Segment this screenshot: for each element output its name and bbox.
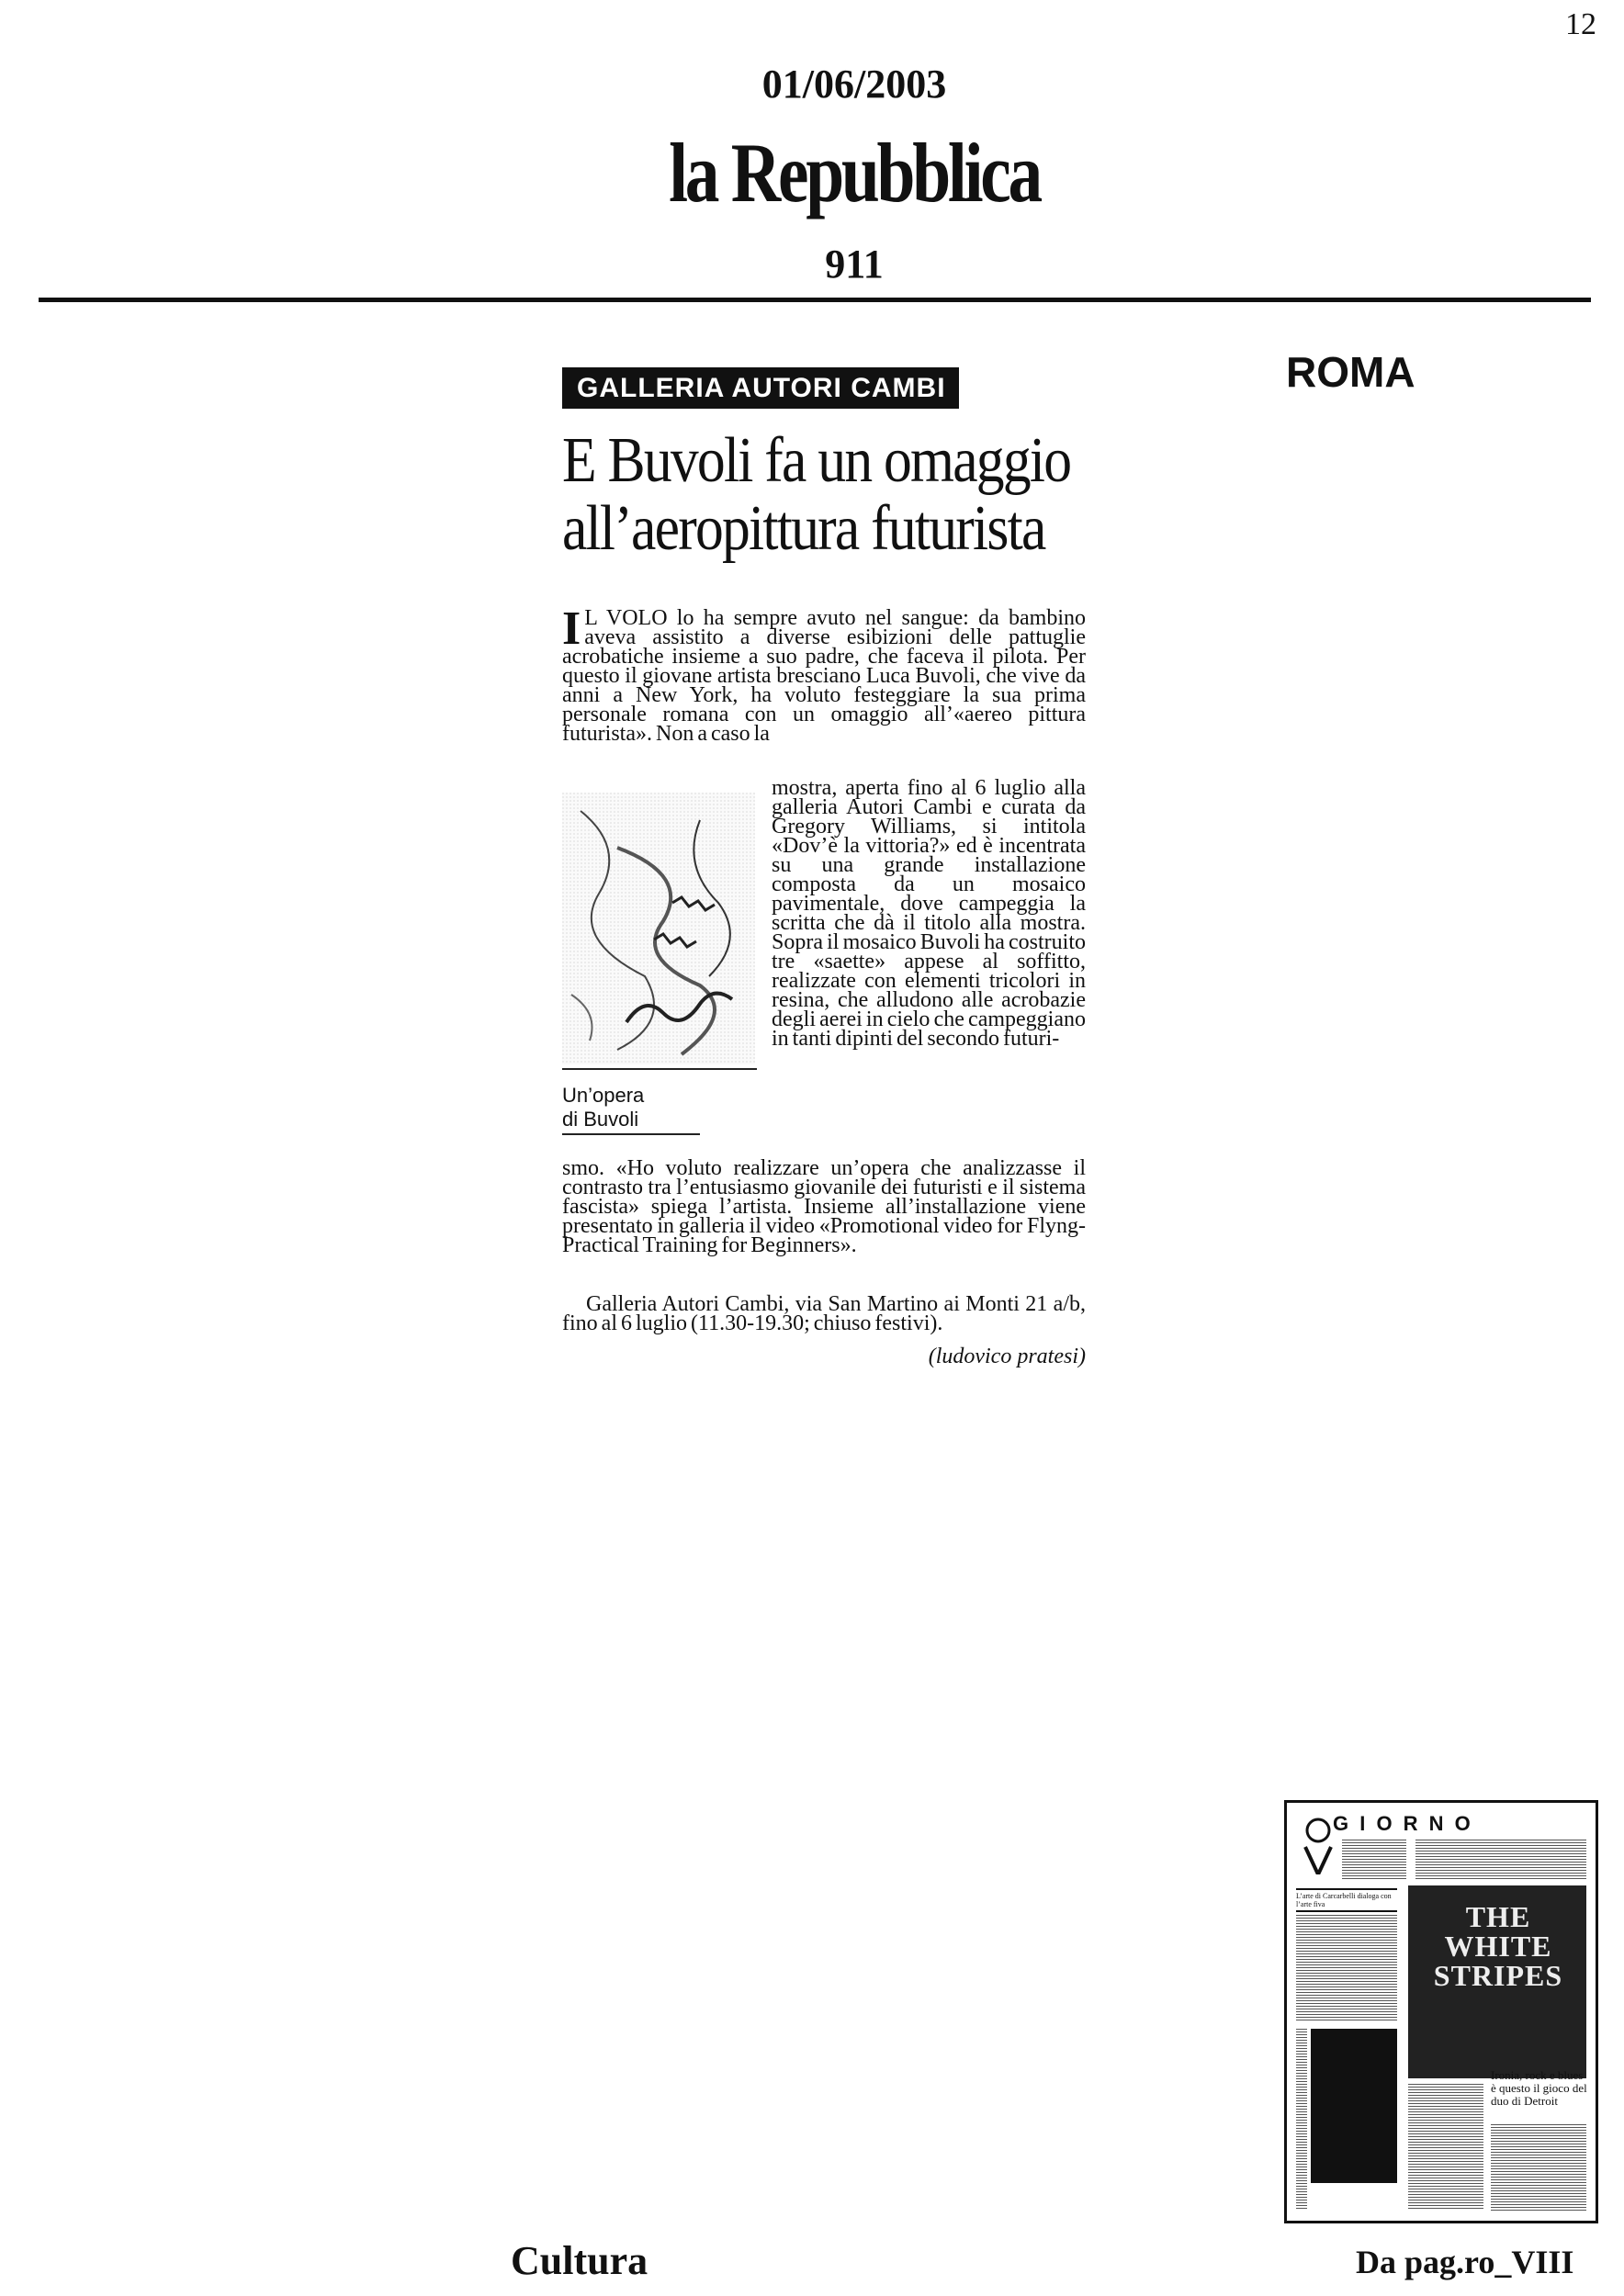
page-thumbnail: [1284, 1800, 1598, 2223]
thumbnail-title: G I O R N O: [1333, 1812, 1473, 1835]
caption-rule: [562, 1133, 700, 1135]
artwork-photo: [562, 793, 755, 1064]
thumbnail-promo: L’arte di Carcarbelli dialoga con l’arte fiva: [1296, 1888, 1397, 1912]
article-kicker: GALLERIA AUTORI CAMBI: [562, 367, 959, 409]
thumbnail-dark-block: [1311, 2029, 1397, 2183]
thumbnail-logo: [1300, 1810, 1336, 1874]
thumbnail-caption: Ironia, rock e blues è questo il gioco del duo di Detroit: [1491, 2068, 1587, 2108]
photo-rule: [562, 1068, 757, 1070]
thumbnail-text-block: [1491, 2124, 1586, 2211]
article-byline: (ludovico pratesi): [928, 1345, 1086, 1368]
thumbnail-text-block: [1408, 2084, 1483, 2211]
photo-caption: [562, 1084, 644, 1131]
dropcap: I: [562, 602, 581, 655]
article-body-tail: [562, 1156, 1086, 1257]
caption-line: di Buvoli: [562, 1108, 639, 1131]
header-rule: [39, 298, 1591, 302]
thumbnail-text-block: [1342, 1840, 1406, 1881]
thumbnail-band-name: THE WHITE STRIPES: [1433, 1900, 1563, 1992]
thumbnail-text-block: [1296, 1915, 1397, 2021]
newspaper-masthead: la Repubblica: [669, 126, 1040, 219]
thumbnail-logo-mark: [1300, 1810, 1336, 1874]
article-lede: [562, 602, 1086, 746]
page-number: 12: [1565, 7, 1596, 41]
article-headline: E Buvoli fa un omaggio all’aeropittura futurista: [562, 425, 1071, 564]
artwork-illustration: [562, 793, 755, 1064]
exhibition-info: Galleria Autori Cambi, via San Martino ai Monti 21 a/b, fino al 6 luglio (11.30-19.30; chiuso festivi).: [562, 1292, 1086, 1335]
clipping-code: 911: [825, 242, 884, 287]
clipping-date: 01/06/2003: [761, 62, 947, 107]
footer-page-ref: Da pag.ro_VIII: [1356, 2244, 1574, 2280]
article-body-wrap: [772, 776, 1086, 1051]
wrap-text: mostra, aperta fino al 6 luglio alla galleria Autori Cambi e curata da Gregory Williams, si intitola «Dov’è la vittoria?» ed è incentrata su una grande installazione composta da un mosaico pavimentale, dove campeggia la scritta che dà il titolo alla mostra. Sopra il mosaico Buvoli ha costruito tre «saette» appese al soffitto, realizzate con elementi tricolori in resina, che alludono alle acrobazie degli aerei in cielo che campeggiano in tanti dipinti del secondo futuri-: [772, 776, 1086, 1051]
tail-text: smo. «Ho voluto realizzare un’opera che analizzasse il contrasto tra l’entusiasmo giovanile dei futuristi e il sistema fascista» spiega l’artista. Insieme all’installazione viene presentato in galleria il video «Promotional video for Flyng-Practical Training for Beginners».: [562, 1156, 1086, 1257]
lede-text: L VOLO lo ha sempre avuto nel sangue: da bambino aveva assistito a diverse esibizioni delle pattuglie acrobatiche insieme a suo padre, che faceva il pilota. Per questo il giovane artista bresciano Luca Buvoli, che vive da anni a New York, ha voluto festeggiare la sua prima personale romana con un omaggio all’«aereo pittura futurista». Non a caso la: [562, 606, 1086, 746]
footer-section: Cultura: [511, 2238, 648, 2283]
thumbnail-text-block: [1415, 1840, 1586, 1881]
caption-line: Un’opera: [562, 1084, 645, 1107]
section-label: ROMA: [1286, 348, 1415, 396]
thumbnail-text-block: [1296, 2029, 1307, 2211]
